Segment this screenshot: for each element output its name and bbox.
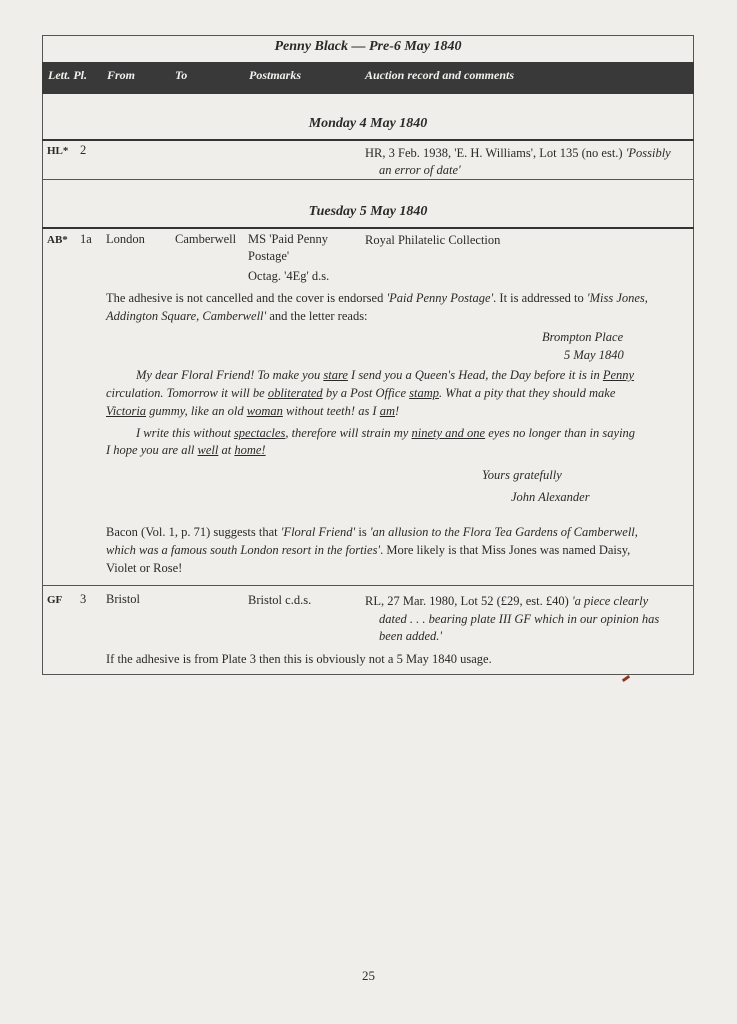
col-lett-pl: Lett. Pl.	[48, 68, 87, 82]
record-gf-line1: RL, 27 Mar. 1980, Lot 52 (£29, est. £40) 'a piece clearly	[365, 594, 649, 608]
plate-ab: 1a	[80, 232, 92, 246]
day-heading-monday: Monday 4 May 1840	[308, 116, 428, 131]
postmark-ab-3: Octag. '4Eg' d.s.	[248, 269, 330, 283]
description-ab-line2: Addington Square, Camberwell' and the letter reads:	[106, 309, 368, 323]
ink-mark	[622, 675, 630, 682]
col-from: From	[107, 68, 136, 82]
record-hl-line1: HR, 3 Feb. 1938, 'E. H. Williams', Lot 135 (no est.) 'Possibly	[365, 146, 671, 160]
day-heading-tuesday: Tuesday 5 May 1840	[308, 204, 428, 219]
page-number: 25	[362, 968, 375, 983]
to-ab: Camberwell	[175, 232, 237, 246]
note-gf: If the adhesive is from Plate 3 then this is obviously not a 5 May 1840 usage.	[106, 652, 492, 666]
postmark-ab-1: MS 'Paid Penny	[248, 232, 329, 246]
bacon-line1: Bacon (Vol. 1, p. 71) suggests that 'Floral Friend' is 'an allusion to the Flora Tea Gardens of Camberwell,	[106, 525, 638, 539]
letter-line3: Victoria gummy, like an old woman without teeth! as I am!	[106, 404, 400, 418]
letter-line4: I write this without spectacles, therefore will strain my ninety and one eyes no longer than in saying	[136, 426, 636, 440]
plate-gf: 3	[80, 592, 87, 606]
letter-date: 5 May 1840	[564, 348, 624, 362]
plate-hl: 2	[80, 143, 87, 157]
divider	[42, 227, 694, 229]
postmark-gf: Bristol c.d.s.	[248, 593, 312, 607]
divider	[42, 179, 694, 180]
letter-line5: I hope you are all well at home!	[106, 443, 266, 457]
page-title: Penny Black — Pre-6 May 1840	[274, 39, 462, 54]
record-ab: Royal Philatelic Collection	[365, 233, 501, 247]
letter-signature: John Alexander	[511, 490, 590, 504]
divider	[42, 585, 694, 586]
letter-line2: circulation. Tomorrow it will be obliterated by a Post Office stamp. What a pity that they should make	[106, 386, 616, 400]
lett-hl: HL*	[47, 145, 69, 157]
bacon-line2: which was a famous south London resort in the forties'. More likely is that Miss Jones was named Daisy,	[106, 543, 631, 557]
record-gf-line2: dated . . . bearing plate III GF which in our opinion has	[379, 612, 660, 626]
bacon-line3: Violet or Rose!	[106, 561, 183, 575]
description-ab-line1: The adhesive is not cancelled and the cover is endorsed 'Paid Penny Postage'. It is addressed to 'Miss Jones,	[106, 291, 648, 305]
col-auction-record: Auction record and comments	[365, 68, 515, 82]
from-gf: Bristol	[106, 592, 141, 606]
lett-ab: AB*	[47, 234, 68, 246]
letter-place: Brompton Place	[542, 330, 624, 344]
record-hl-line2: an error of date'	[379, 163, 461, 177]
column-header-bar	[42, 62, 694, 94]
divider	[42, 139, 694, 141]
letter-line1: My dear Floral Friend! To make you stare I send you a Queen's Head, the Day before it is in Penny	[136, 368, 635, 382]
record-gf-line3: been added.'	[379, 629, 443, 643]
col-to: To	[175, 68, 188, 82]
lett-gf: GF	[47, 594, 63, 606]
col-postmarks: Postmarks	[249, 68, 302, 82]
postmark-ab-2: Postage'	[248, 249, 290, 263]
from-ab: London	[106, 232, 145, 246]
letter-closing: Yours gratefully	[482, 468, 562, 482]
